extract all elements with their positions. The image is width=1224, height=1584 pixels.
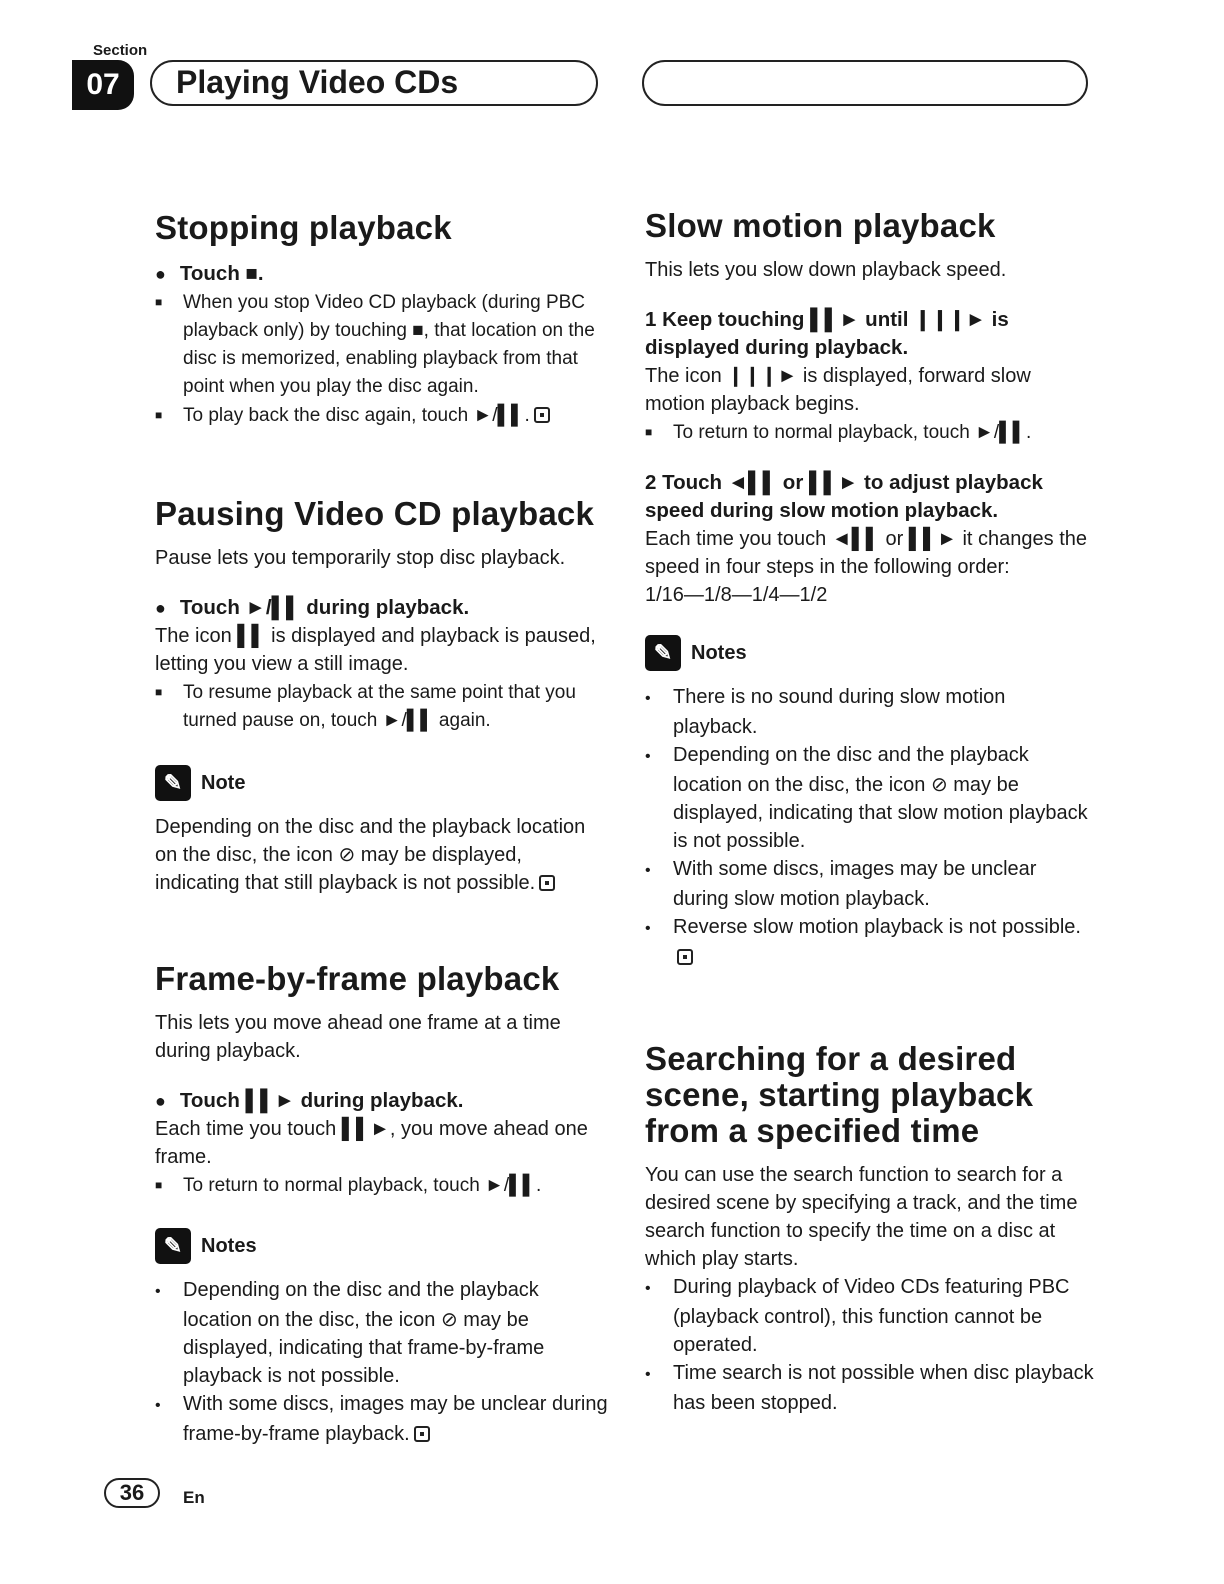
frame-lead: This lets you move ahead one frame at a time during playback.: [155, 1012, 561, 1062]
frame-notes-heading: ✎ Notes: [155, 1228, 610, 1264]
section-title: Playing Video CDs: [176, 64, 459, 100]
stopping-step: ● Touch ■.: [155, 262, 264, 285]
frame-note-2: • With some discs, images may be unclear during frame-by-frame playback.: [155, 1393, 608, 1445]
slow-notes-heading: ✎ Notes: [645, 635, 1095, 671]
language-label: En: [183, 1488, 205, 1507]
slow-order: 1/16—1/8—1/4—1/2: [645, 584, 828, 606]
stopping-bullet-2: ■ To play back the disc again, touch ►/▌▌.: [155, 401, 610, 430]
search-bullet-2: • Time search is not possible when disc playback has been stopped.: [645, 1362, 1094, 1414]
pausing-step: ● Touch ►/▌▌ during playback.: [155, 596, 470, 619]
slow-note-4: • Reverse slow motion playback is not possible.: [645, 913, 1095, 971]
end-mark-icon: [534, 407, 550, 423]
left-column: [155, 210, 610, 1448]
slow-note-1: • There is no sound during slow motion playback.: [645, 686, 1006, 738]
slow-bullet-1: ■ To return to normal playback, touch ►/▌▌.: [645, 422, 1032, 443]
section-number: 07: [72, 60, 134, 110]
slow-lead: This lets you slow down playback speed.: [645, 259, 1007, 281]
empty-header-frame: [642, 60, 1088, 106]
frame-body: Each time you touch ▌▌►, you move ahead one frame.: [155, 1118, 588, 1168]
end-mark-icon: [677, 949, 693, 965]
pausing-note-text: Depending on the disc and the playback location on the disc, the icon ⊘ may be displayed, indicating that still playback is not possible.: [155, 816, 586, 894]
frame-note-1: • Depending on the disc and the playback location on the disc, the icon ⊘ may be displayed, indicating that frame-by-frame playback is not possible.: [155, 1279, 545, 1387]
slow-note-3: • With some discs, images may be unclear during slow motion playback.: [645, 858, 1037, 910]
frame-bullet-1: ■ To return to normal playback, touch ►/▌▌.: [155, 1175, 542, 1196]
pausing-body: The icon ▌▌ is displayed and playback is paused, letting you view a still image.: [155, 625, 596, 675]
slow-body-2: Each time you touch ◄▌▌ or ▌▌► it changes the speed in four steps in the following order:: [645, 528, 1088, 578]
note-pencil-icon: ✎: [155, 1228, 191, 1264]
frame-step: ● Touch ▌▌► during playback.: [155, 1089, 464, 1112]
pausing-note-heading: ✎ Note: [155, 765, 610, 801]
pausing-bullet-1: ■ To resume playback at the same point that you turned pause on, touch ►/▌▌ again.: [155, 682, 576, 731]
slow-title: Slow motion playback: [645, 207, 996, 244]
slow-note-2: • Depending on the disc and the playback location on the disc, the icon ⊘ may be displayed, indicating that slow motion playback is not possible.: [645, 744, 1088, 852]
search-bullet-1: • During playback of Video CDs featuring PBC (playback control), this function cannot be operated.: [645, 1276, 1070, 1356]
stopping-title: Stopping playback: [155, 209, 452, 246]
pausing-lead: Pause lets you temporarily stop disc playback.: [155, 547, 566, 569]
slow-step-2: 2 Touch ◄▌▌ or ▌▌► to adjust playback speed during slow motion playback.: [645, 471, 1043, 522]
right-column: [645, 208, 1095, 1417]
note-pencil-icon: ✎: [645, 635, 681, 671]
slow-body-1: The icon ❙❙❙► is displayed, forward slow motion playback begins.: [645, 365, 1031, 415]
frame-title: Frame-by-frame playback: [155, 960, 560, 997]
search-title: Searching for a desired scene, starting playback from a specified time: [645, 1040, 1034, 1149]
section-label: Section: [93, 42, 148, 59]
stopping-bullet-1: ■ When you stop Video CD playback (during PBC playback only) by touching ■, that location on the disc is memorized, enabling playback from that point when you play the disc again.: [155, 292, 595, 397]
slow-step-1: 1 Keep touching ▌▌► until ❙❙❙► is displayed during playback.: [645, 308, 1009, 359]
search-lead: You can use the search function to search for a desired scene by specifying a track, and the time search function to specify the time on a disc at which play starts.: [645, 1164, 1078, 1270]
end-mark-icon: [539, 875, 555, 891]
page-number: 36: [104, 1478, 160, 1508]
note-pencil-icon: ✎: [155, 765, 191, 801]
pausing-title: Pausing Video CD playback: [155, 495, 595, 532]
end-mark-icon: [414, 1426, 430, 1442]
